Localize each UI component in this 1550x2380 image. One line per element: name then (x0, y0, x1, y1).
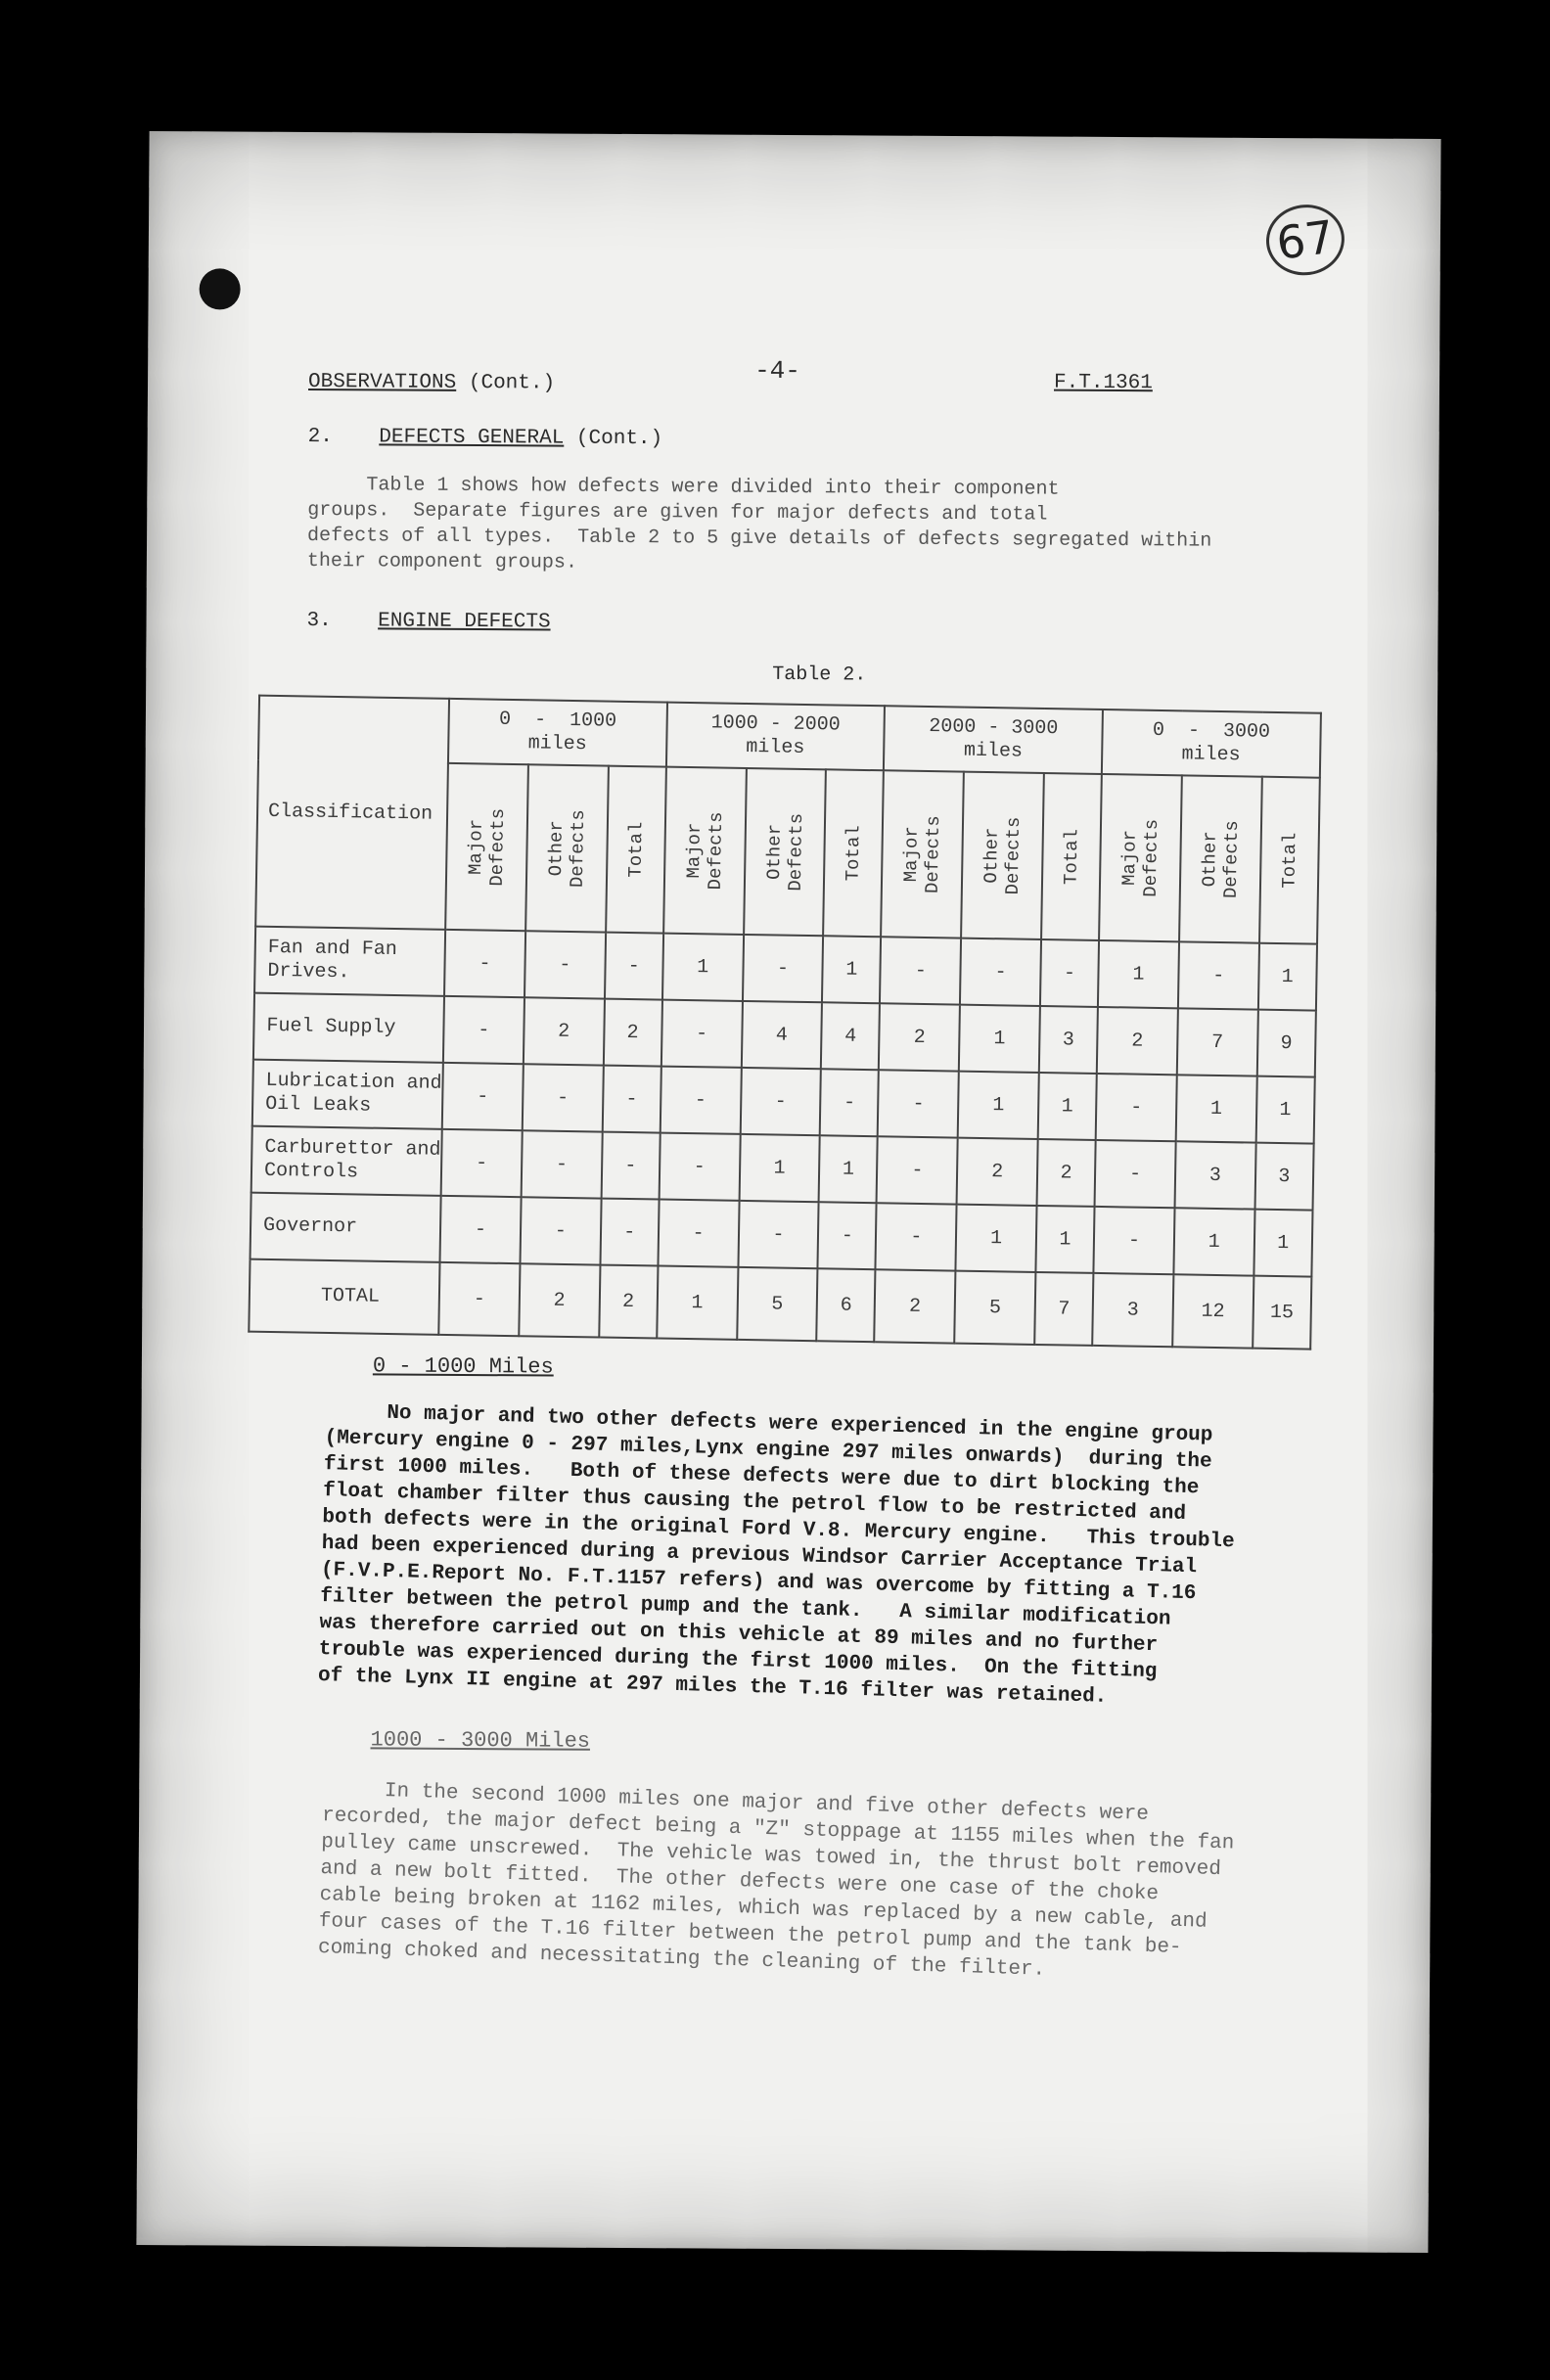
row-label: Fuel Supply (253, 993, 444, 1063)
subheader-cell (1099, 774, 1182, 941)
table-cell: 4 (741, 1001, 822, 1069)
table-cell: - (438, 1262, 520, 1336)
subsection-2-title: 1000 - 3000 Miles (370, 1727, 591, 1754)
table-cell: - (876, 1203, 957, 1270)
subsection-1-text: No major and two other defects were experienced in the engine group (Mercury engine 0 - 297 miles,Lynx engine 297 miles onwards) during the first 1000 miles. Both of these defects were due to dirt blocking the float chamber filter thus causing the petrol flow to be restricted and both defects were in the original Ford V.8. Mercury engine. This trouble had been experienced during a previous Windsor Carrier Acceptance Trial (F.V.P.E.Report No. F.T.1157 refers) and was overcome by fitting a T.16 filter between the petrol pump and the tank. A similar modification was therefore carried out on this vehicle at 89 miles and no further trouble was experienced during the first 1000 miles. On the fitting of the Lynx II engine at 297 miles the T.16 filter was retained. (317, 1400, 1235, 1709)
subheader-label: Total (1278, 831, 1301, 889)
table-cell: - (659, 1133, 740, 1201)
table-cell: - (878, 1070, 959, 1137)
classification-header: Classification (255, 696, 449, 930)
subheader-label: Total (624, 820, 648, 878)
table-cell: - (442, 1063, 524, 1130)
subheader-label: Major Defects (682, 810, 727, 891)
table-cell: - (660, 1067, 741, 1134)
table-cell: - (1040, 939, 1099, 1007)
table-cell: 1 (1258, 943, 1317, 1011)
row-label: TOTAL (249, 1259, 439, 1335)
subheader-label: Other Defects (762, 812, 807, 892)
table-cell: - (661, 1000, 743, 1068)
table-cell: - (444, 930, 525, 997)
table-cell: - (441, 1129, 523, 1197)
subheader-cell (663, 767, 747, 935)
table-cell: - (523, 1064, 604, 1131)
table-cell: - (1095, 1140, 1176, 1208)
subheader-cell (823, 769, 884, 937)
group-label: 0 - 1000 miles (498, 708, 617, 756)
table-cell: 2 (519, 1263, 600, 1337)
group-header (884, 706, 1103, 774)
row-label: Governor (251, 1193, 441, 1262)
table-cell: 7 (1034, 1272, 1093, 1346)
subheader-cell (525, 764, 609, 932)
table-cell: - (600, 1199, 659, 1266)
table-cell: 7 (1177, 1008, 1258, 1076)
table-cell: - (1178, 941, 1259, 1009)
subheader-cell (1259, 777, 1320, 944)
header-cont: (Cont.) (468, 371, 556, 395)
table-cell: - (658, 1200, 739, 1267)
table-cell: 3 (1174, 1141, 1255, 1209)
table-cell: 3 (1039, 1006, 1098, 1074)
section-2-heading (308, 426, 663, 450)
table-cell: - (605, 933, 663, 1000)
table-cell: - (601, 1132, 660, 1200)
subheader-label: Major Defects (465, 807, 510, 887)
table-cell: 1 (1254, 1210, 1312, 1277)
section-2-title-suffix: (Cont.) (575, 427, 663, 451)
subheader-label: Major Defects (1117, 818, 1163, 897)
section-2-text: Table 1 shows how defects were divided into their component groups. Separate figures are given for major defects and total defects of all types. Table 2 to 5 give details of defects segregated within their component groups. (306, 473, 1212, 574)
table-cell: 1 (662, 934, 744, 1001)
punch-hole (199, 268, 240, 309)
table-cell: - (521, 1130, 602, 1198)
subheader-cell (744, 768, 827, 936)
subheader-label: Other Defects (980, 815, 1026, 895)
subsection-1-title: 0 - 1000 Miles (372, 1353, 554, 1380)
subheader-cell (961, 772, 1044, 939)
table-cell: 1 (959, 1005, 1040, 1073)
table-cell: 2 (599, 1265, 658, 1339)
section-3-title: ENGINE DEFECTS (378, 610, 551, 634)
row-label: Fan and Fan Drives. (254, 927, 445, 996)
table-cell: 1 (1035, 1206, 1094, 1273)
subsection-2-text: In the second 1000 miles one major and five other defects were recorded, the major defect being a "Z" stoppage at 1155 miles when the fan pulley came unscrewed. The vehicle was towed in, the thrust bolt removed and a new bolt fitted. The other defects were one case of the choke cable being broken at 1162 miles, which was replaced by a new cable, and four cases of the T.16 filter between the petrol pump and the tank be- coming choked and necessitating the cleaning of the filter. (317, 1778, 1235, 1982)
table-cell: 3 (1254, 1143, 1313, 1211)
header-left (308, 371, 555, 395)
table-cell: 1 (739, 1134, 820, 1202)
subheader-cell (606, 766, 666, 934)
table-cell: - (602, 1066, 661, 1133)
table-cell: 2 (1037, 1139, 1096, 1207)
table-cell: 1 (1038, 1073, 1097, 1140)
table-cell: 2 (524, 997, 605, 1065)
table-cell: 3 (1092, 1273, 1173, 1347)
group-header (1102, 709, 1321, 778)
table-cell: 1 (822, 936, 881, 1003)
table-cell: 5 (954, 1271, 1035, 1345)
group-label: 2000 - 3000 miles (929, 715, 1059, 763)
table-cell: 1 (958, 1072, 1039, 1139)
table-cell: 2 (879, 1003, 960, 1071)
table-cell: 4 (821, 1002, 880, 1070)
table-cell: 1 (1173, 1208, 1254, 1275)
row-label: Lubrication and Oil Leaks (252, 1060, 443, 1129)
table-cell: - (740, 1068, 821, 1135)
page-number: -4- (754, 355, 801, 387)
subheader-cell (1179, 775, 1262, 942)
row-label: Carburettor and Controls (251, 1126, 442, 1196)
table-cell: 15 (1253, 1276, 1311, 1350)
section-3-heading (306, 610, 550, 634)
group-label: 1000 - 2000 miles (710, 711, 841, 759)
subheader-cell (1041, 773, 1102, 940)
subheader-label: Total (1060, 828, 1083, 885)
table-cell: 2 (957, 1138, 1038, 1206)
section-2-title: DEFECTS GENERAL (379, 426, 565, 450)
table-cell: - (738, 1201, 819, 1268)
table-cell: 1 (819, 1135, 878, 1203)
folio-number: 67 (1262, 200, 1349, 280)
table-cell: 5 (737, 1267, 818, 1341)
table-cell: - (1093, 1207, 1174, 1274)
table-cell: 1 (956, 1205, 1037, 1272)
table-cell: 1 (1098, 940, 1179, 1008)
subheader-cell (881, 770, 964, 938)
report-number: F.T.1361 (1053, 371, 1153, 395)
table-cell: - (743, 935, 824, 1002)
subheader-label: Total (842, 824, 865, 881)
table-cell: 1 (1255, 1076, 1314, 1144)
table-cell: 1 (657, 1266, 738, 1340)
group-header (448, 699, 667, 767)
table-body (249, 927, 1316, 1350)
section-2-number: 2. (307, 425, 333, 449)
group-label: 0 - 3000 miles (1152, 718, 1271, 767)
section-3-number: 3. (306, 609, 332, 633)
table-cell: 2 (1097, 1007, 1178, 1075)
header-observations: OBSERVATIONS (307, 370, 457, 394)
subheader-label: Major Defects (900, 814, 945, 893)
table-cell: - (880, 937, 961, 1004)
subheader-label: Other Defects (544, 808, 589, 888)
subheader-cell (445, 763, 528, 931)
table-cell: - (960, 938, 1041, 1006)
table-cell: - (1096, 1074, 1177, 1141)
document-page (136, 131, 1440, 2253)
table-cell: 1 (1176, 1075, 1257, 1142)
engine-defects-table (248, 695, 1321, 1350)
table-cell: - (820, 1069, 879, 1136)
table-cell: - (440, 1196, 522, 1263)
table-cell: - (520, 1197, 601, 1264)
table-cell: 2 (875, 1269, 956, 1343)
table-caption: Table 2. (772, 663, 867, 687)
group-header (666, 703, 886, 771)
table-cell: - (443, 996, 524, 1064)
table-cell: 9 (1256, 1010, 1315, 1077)
table-cell: - (524, 931, 606, 998)
table-cell: - (877, 1136, 958, 1204)
subheader-label: Other Defects (1198, 819, 1243, 898)
table-cell: 6 (817, 1268, 876, 1342)
table-cell: 2 (604, 999, 662, 1067)
table-cell: 12 (1172, 1274, 1254, 1348)
table-cell: - (818, 1202, 877, 1269)
